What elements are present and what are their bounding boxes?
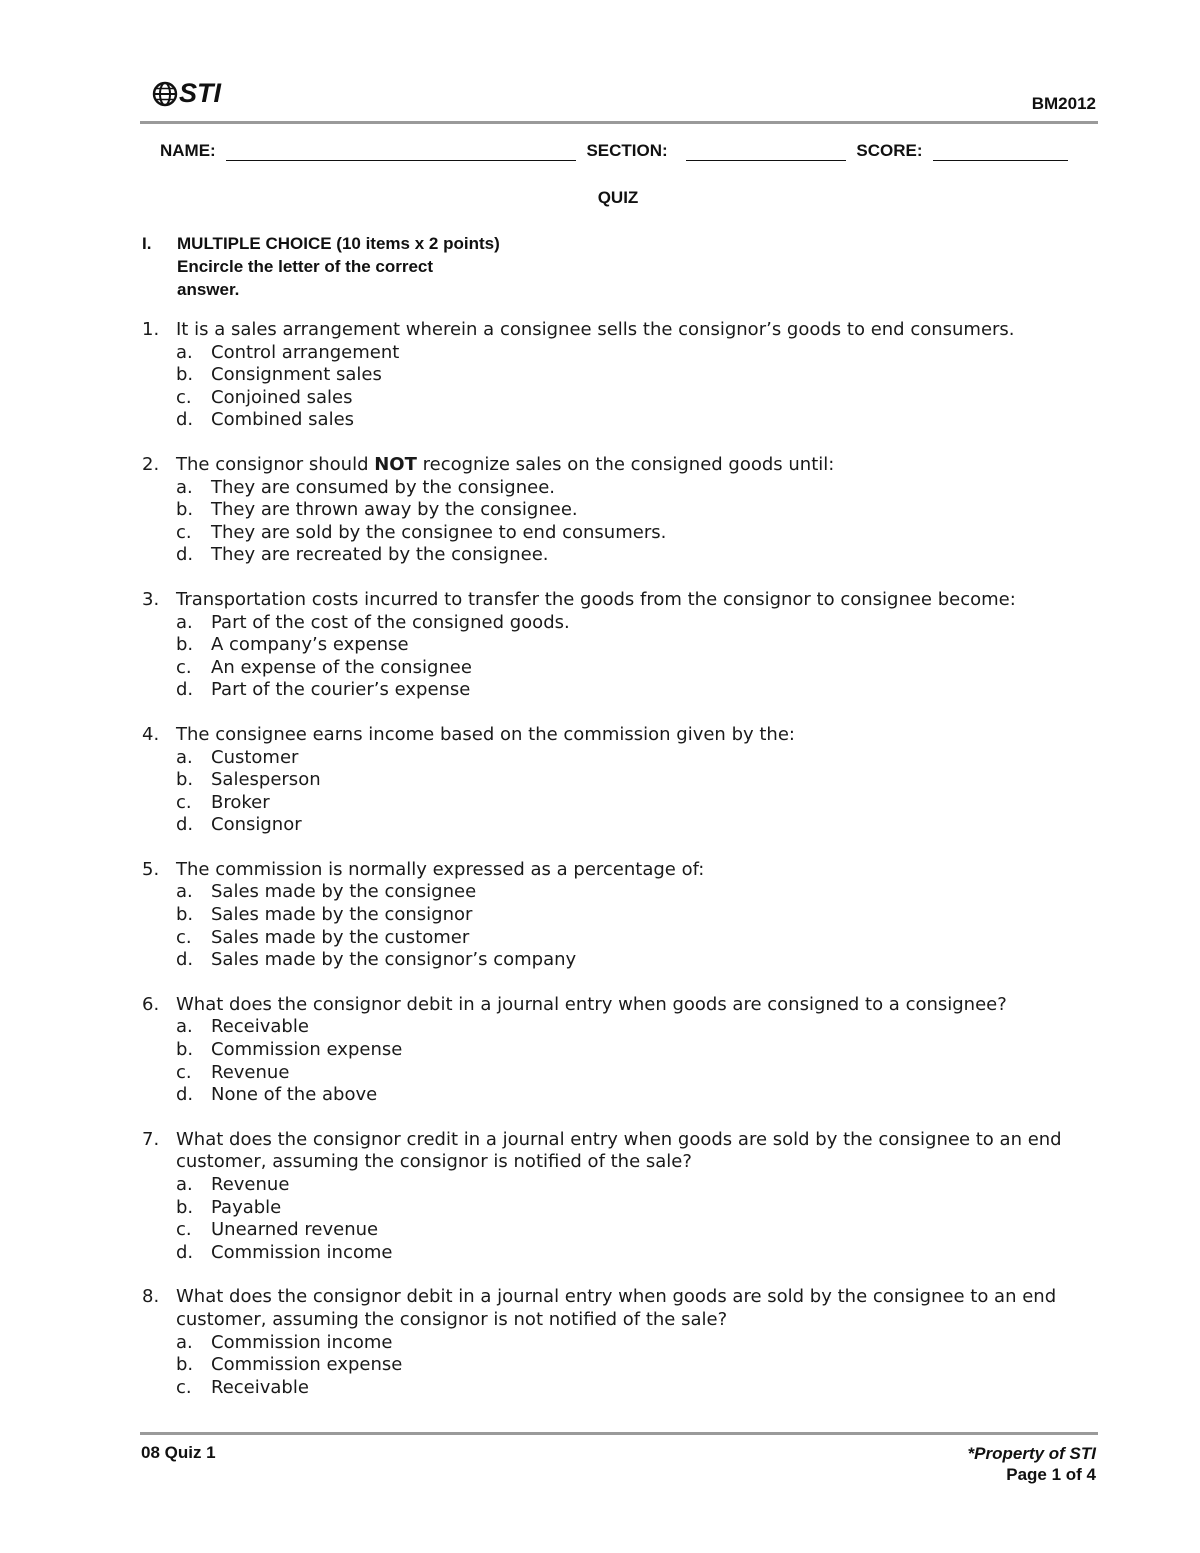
option-letter[interactable]: b.: [176, 1039, 194, 1061]
option-text: Conjoined sales: [211, 386, 353, 408]
option-text: Part of the cost of the consigned goods.: [211, 611, 570, 633]
stem-text: The commission is normally expressed as a percentage of:: [176, 858, 705, 880]
sti-logo: [152, 78, 221, 109]
question-number: 1.: [142, 319, 160, 340]
answer-option[interactable]: [176, 657, 1102, 680]
option-letter[interactable]: a.: [176, 341, 193, 363]
option-text: Broker: [211, 791, 270, 813]
page-title: QUIZ: [597, 188, 639, 207]
option-letter[interactable]: d.: [176, 949, 194, 971]
answer-option[interactable]: [176, 342, 1102, 365]
question-item: [142, 1286, 1102, 1399]
answer-options: [142, 342, 1102, 432]
question-stem: [176, 859, 1102, 882]
option-letter[interactable]: b.: [176, 1196, 194, 1218]
question-item: [142, 724, 1102, 837]
question-item: [142, 994, 1102, 1107]
question-number: 6.: [142, 993, 160, 1015]
question-number: 5.: [142, 858, 160, 880]
answer-option[interactable]: [176, 792, 1102, 815]
question-stem: [176, 1286, 1102, 1331]
option-text: Sales made by the consignee: [211, 881, 477, 903]
option-letter[interactable]: c.: [176, 791, 192, 813]
option-text: Payable: [211, 1196, 282, 1218]
option-letter[interactable]: d.: [176, 814, 194, 836]
answer-option[interactable]: [176, 1354, 1102, 1377]
question-stem: [176, 994, 1102, 1017]
option-text: Sales made by the consignor: [211, 904, 473, 926]
section-number: I.: [142, 234, 152, 253]
option-letter[interactable]: d.: [176, 409, 194, 431]
answer-option[interactable]: [176, 1332, 1102, 1355]
answer-options: [142, 1174, 1102, 1264]
option-letter[interactable]: d.: [176, 1084, 194, 1106]
stem-text: recognize sales on the consigned goods until:: [416, 453, 835, 475]
answer-option[interactable]: [176, 881, 1102, 904]
name-field[interactable]: [226, 141, 576, 161]
answer-option[interactable]: [176, 1197, 1102, 1220]
question-item: [142, 1129, 1102, 1265]
option-text: Unearned revenue: [211, 1219, 379, 1241]
option-text: They are consumed by the consignee.: [211, 476, 556, 498]
option-letter[interactable]: b.: [176, 364, 194, 386]
footer-divider: [140, 1432, 1098, 1435]
option-letter[interactable]: a.: [176, 1331, 193, 1353]
option-letter[interactable]: c.: [176, 1376, 192, 1398]
question-stem: [176, 589, 1102, 612]
option-letter[interactable]: b.: [176, 1354, 194, 1376]
option-text: Revenue: [211, 1061, 290, 1083]
stem-text: What does the consignor credit in a journal entry when goods are sold by the consignee to an end customer, assuming the consignor is notified of the sale?: [176, 1128, 1062, 1173]
option-text: They are sold by the consignee to end consumers.: [211, 521, 667, 543]
answer-option[interactable]: [176, 1242, 1102, 1265]
property-notice: *Property of STI: [967, 1444, 1096, 1463]
section-label: SECTION:: [586, 141, 668, 160]
option-letter[interactable]: b.: [176, 499, 194, 521]
question-item: [142, 589, 1102, 702]
option-text: Sales made by the consignor’s company: [211, 949, 577, 971]
name-label: NAME:: [160, 141, 216, 160]
question-item: [142, 454, 1102, 567]
option-letter[interactable]: a.: [176, 746, 193, 768]
option-text: Receivable: [211, 1376, 309, 1398]
option-text: Control arrangement: [211, 341, 400, 363]
answer-option[interactable]: [176, 747, 1102, 770]
option-text: They are thrown away by the consignee.: [211, 499, 578, 521]
option-text: Combined sales: [211, 409, 355, 431]
option-letter[interactable]: c.: [176, 1061, 192, 1083]
option-letter[interactable]: c.: [176, 926, 192, 948]
answer-option[interactable]: [176, 522, 1102, 545]
option-letter[interactable]: c.: [176, 521, 192, 543]
question-stem: [176, 319, 1102, 342]
answer-option[interactable]: [176, 769, 1102, 792]
question-item: [142, 859, 1102, 972]
answer-option[interactable]: [176, 544, 1102, 567]
question-number: 7.: [142, 1128, 160, 1150]
answer-options: [142, 881, 1102, 971]
header-divider: [140, 121, 1098, 124]
option-letter[interactable]: c.: [176, 656, 192, 678]
answer-option[interactable]: [176, 409, 1102, 432]
page-number: Page 1 of 4: [1006, 1465, 1096, 1484]
option-text: Customer: [211, 746, 299, 768]
question-stem: [176, 454, 1102, 477]
answer-option[interactable]: [176, 679, 1102, 702]
emphasis-text: NOT: [374, 453, 417, 475]
answer-options: [142, 612, 1102, 702]
logo-text: STI: [179, 78, 222, 108]
stem-text: It is a sales arrangement wherein a consignee sells the consignor’s goods to end consumers.: [176, 319, 1015, 340]
option-text: Commission expense: [211, 1354, 403, 1376]
answer-options: [142, 1016, 1102, 1106]
option-letter[interactable]: b.: [176, 769, 194, 791]
answer-option[interactable]: [176, 387, 1102, 410]
answer-option[interactable]: [176, 949, 1102, 972]
stem-text: The consignee earns income based on the commission given by the:: [176, 723, 795, 745]
answer-option[interactable]: [176, 814, 1102, 837]
footer-info: [968, 1443, 1096, 1485]
option-letter[interactable]: a.: [176, 1174, 193, 1195]
option-letter[interactable]: a.: [176, 881, 193, 903]
question-number: 4.: [142, 723, 160, 745]
answer-option[interactable]: [176, 364, 1102, 387]
option-letter[interactable]: d.: [176, 544, 194, 566]
stem-text: Transportation costs incurred to transfer the goods from the consignor to consignee become:: [176, 588, 1016, 610]
question-number: 2.: [142, 453, 160, 475]
option-letter[interactable]: a.: [176, 611, 193, 633]
question-item: [142, 319, 1102, 432]
option-text: Revenue: [211, 1174, 290, 1195]
section-instruction: answer.: [177, 280, 240, 299]
option-text: Commission income: [211, 1241, 393, 1263]
option-letter[interactable]: a.: [176, 476, 193, 498]
question-number: 8.: [142, 1286, 160, 1308]
answer-options: [142, 477, 1102, 567]
option-text: None of the above: [211, 1084, 378, 1106]
answer-option[interactable]: [176, 1174, 1102, 1197]
answer-option[interactable]: [176, 927, 1102, 950]
student-info-fields: [160, 141, 1100, 161]
option-text: An expense of the consignee: [211, 656, 472, 678]
option-letter[interactable]: b.: [176, 904, 194, 926]
answer-option[interactable]: [176, 904, 1102, 927]
answer-option[interactable]: [176, 634, 1102, 657]
score-label: SCORE:: [856, 141, 923, 160]
answer-option[interactable]: [176, 499, 1102, 522]
stem-text: The consignor should: [176, 453, 375, 475]
option-text: A company’s expense: [211, 634, 409, 656]
document-code: BM2012: [1031, 94, 1096, 113]
footer-quiz-label: 08 Quiz 1: [141, 1443, 216, 1462]
section-title: MULTIPLE CHOICE (10 items x 2 points): [177, 234, 500, 253]
option-letter[interactable]: d.: [176, 679, 194, 701]
answer-options: [142, 1332, 1102, 1400]
option-letter[interactable]: b.: [176, 634, 194, 656]
section-instruction: Encircle the letter of the correct: [177, 257, 434, 276]
option-text: Receivable: [211, 1016, 309, 1038]
option-text: Commission expense: [211, 1039, 403, 1061]
option-text: Part of the courier’s expense: [211, 679, 471, 701]
score-field[interactable]: [933, 141, 1068, 161]
question-number: 3.: [142, 588, 160, 610]
option-text: They are recreated by the consignee.: [211, 544, 549, 566]
option-letter[interactable]: c.: [176, 386, 192, 408]
option-text: Salesperson: [211, 769, 321, 791]
answer-option[interactable]: [176, 1039, 1102, 1062]
option-text: Commission income: [211, 1331, 393, 1353]
answer-option[interactable]: [176, 477, 1102, 500]
option-text: Sales made by the customer: [211, 926, 470, 948]
answer-option[interactable]: [176, 1016, 1102, 1039]
option-letter[interactable]: d.: [176, 1241, 194, 1263]
question-list: [142, 319, 1102, 1421]
option-text: Consignor: [211, 814, 302, 836]
stem-text: What does the consignor debit in a journal entry when goods are sold by the consignee to an end customer, assuming the consignor is not notified of the sale?: [176, 1286, 1057, 1330]
option-letter[interactable]: a.: [176, 1016, 193, 1038]
answer-option[interactable]: [176, 1062, 1102, 1085]
question-stem: [176, 724, 1102, 747]
stem-text: What does the consignor debit in a journal entry when goods are consigned to a consignee?: [176, 993, 1007, 1015]
answer-option[interactable]: [176, 1219, 1102, 1242]
answer-option[interactable]: [176, 1084, 1102, 1107]
answer-option[interactable]: [176, 612, 1102, 635]
section-field[interactable]: [686, 141, 846, 161]
question-stem: [176, 1129, 1102, 1174]
answer-option[interactable]: [176, 1377, 1102, 1400]
option-letter[interactable]: c.: [176, 1219, 192, 1241]
globe-icon: [152, 81, 178, 107]
option-text: Consignment sales: [211, 364, 382, 386]
answer-options: [142, 747, 1102, 837]
